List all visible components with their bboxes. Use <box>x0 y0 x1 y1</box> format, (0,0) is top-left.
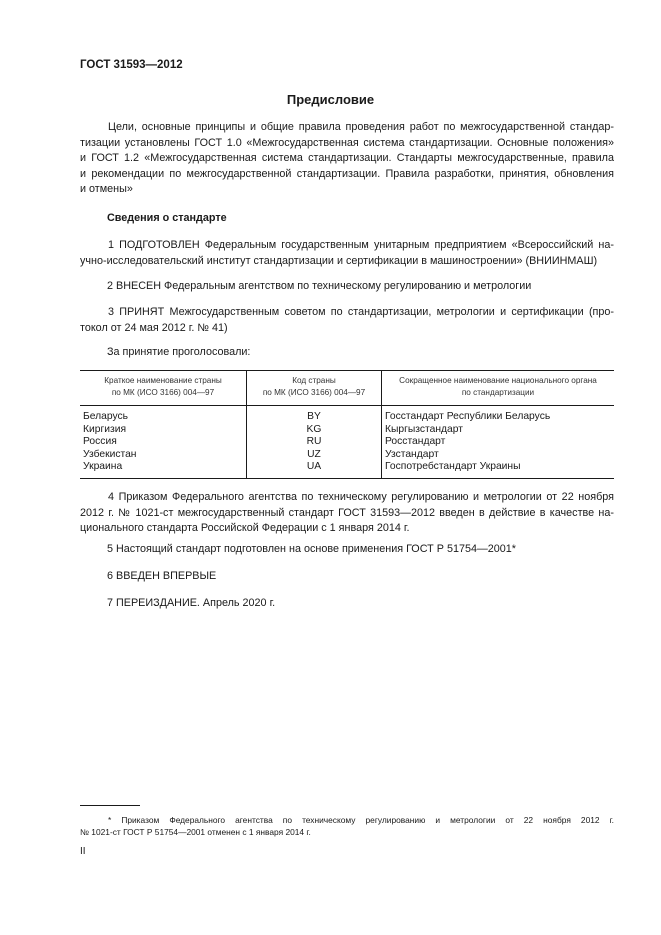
cell-body: Росстандарт <box>382 436 615 449</box>
item-3-line: токол от 24 мая 2012 г. № 41) <box>80 321 228 334</box>
table-row <box>80 406 614 424</box>
intro-line: и ГОСТ 1.2 «Межгосударственная система стандартизации. Стандарты межгосударственные, правила <box>80 152 614 164</box>
item-1 <box>80 238 614 269</box>
item-4-line: 2012 г. № 1021-ст межгосударственный стандарт ГОСТ 31593—2012 введен в действие в качестве на- <box>80 506 614 519</box>
item-3-line: 3 ПРИНЯТ Межгосударственным советом по стандартизации, метрологии и сертификации (про- <box>108 306 614 318</box>
standard-info-heading: Сведения о стандарте <box>107 212 227 224</box>
header-text: Код страны <box>292 376 336 385</box>
document-code: ГОСТ 31593—2012 <box>80 59 183 71</box>
cell-code: BY <box>247 406 382 424</box>
cell-code: KG <box>247 424 382 437</box>
header-country-code <box>247 371 382 406</box>
cell-body: Госстандарт Республики Беларусь <box>382 406 615 424</box>
footnote-line: № 1021-ст ГОСТ Р 51754—2001 отменен с 1 января 2014 г. <box>80 827 311 837</box>
table-row <box>80 449 614 462</box>
intro-line: и отмены» <box>80 183 133 195</box>
cell-body: Госпотребстандарт Украины <box>382 461 615 478</box>
item-1-line: 1 ПОДГОТОВЛЕН Федеральным государственным унитарным предприятием «Всероссийский на- <box>108 239 614 251</box>
item-2: 2 ВНЕСЕН Федеральным агентством по техническому регулированию и метрологии <box>107 280 532 292</box>
intro-paragraph <box>80 120 614 198</box>
item-6: 6 ВВЕДЕН ВПЕРВЫЕ <box>107 570 217 582</box>
table-row <box>80 424 614 437</box>
header-text: по МК (ИСО 3166) 004—97 <box>262 388 366 397</box>
header-country-name <box>80 371 247 406</box>
cell-body: Узстандарт <box>382 449 615 462</box>
header-text: Сокращенное наименование национального органа <box>399 376 597 385</box>
cell-code: UA <box>247 461 382 478</box>
table-row <box>80 461 614 478</box>
member-states-table <box>80 370 614 479</box>
cell-country: Узбекистан <box>83 448 137 460</box>
cell-body: Кыргызстандарт <box>382 424 615 437</box>
item-5: 5 Настоящий стандарт подготовлен на основе применения ГОСТ Р 51754—2001* <box>107 543 516 555</box>
page-title: Предисловие <box>286 92 375 107</box>
cell-country: Украина <box>83 461 123 472</box>
header-text: Краткое наименование страны <box>104 376 222 385</box>
footnote <box>80 814 614 838</box>
item-3 <box>80 305 614 336</box>
item-7: 7 ПЕРЕИЗДАНИЕ. Апрель 2020 г. <box>107 597 276 609</box>
header-body-name <box>382 371 615 406</box>
item-1-line: учно-исследовательский институт стандартизации и сертификации в машиностроении» (ВНИИНМАШ) <box>80 254 598 267</box>
cell-country: Россия <box>83 436 117 447</box>
header-text: по МК (ИСО 3166) 004—97 <box>111 388 215 397</box>
footnote-line: * Приказом Федерального агентства по техническому регулированию и метрологии от 22 ноября 2012 г. <box>108 815 614 825</box>
intro-line: тизации установлены ГОСТ 1.0 «Межгосударственная система стандартизации. Основные положения» <box>80 136 614 149</box>
item-4-line: 4 Приказом Федерального агентства по техническому регулированию и метрологии от 22 ноября <box>108 491 614 503</box>
cell-code: UZ <box>247 449 382 462</box>
voted-label: За принятие проголосовали: <box>107 346 251 358</box>
page-number: II <box>80 846 86 857</box>
table-header-row <box>80 371 614 406</box>
item-4-line: ционального стандарта Российской Федерации с 1 января 2014 г. <box>80 522 410 534</box>
intro-line: Цели, основные принципы и общие правила проведения работ по межгосударственной стандар- <box>108 121 614 133</box>
footnote-divider <box>80 805 140 806</box>
header-text: по стандартизации <box>461 388 535 397</box>
cell-code: RU <box>247 436 382 449</box>
cell-country: Киргизия <box>83 423 127 435</box>
intro-line: и рекомендации по межгосударственной стандартизации. Правила разработки, принятия, обновления <box>80 167 614 180</box>
table-row <box>80 436 614 449</box>
cell-country: Беларусь <box>83 411 129 422</box>
item-4 <box>80 490 614 537</box>
